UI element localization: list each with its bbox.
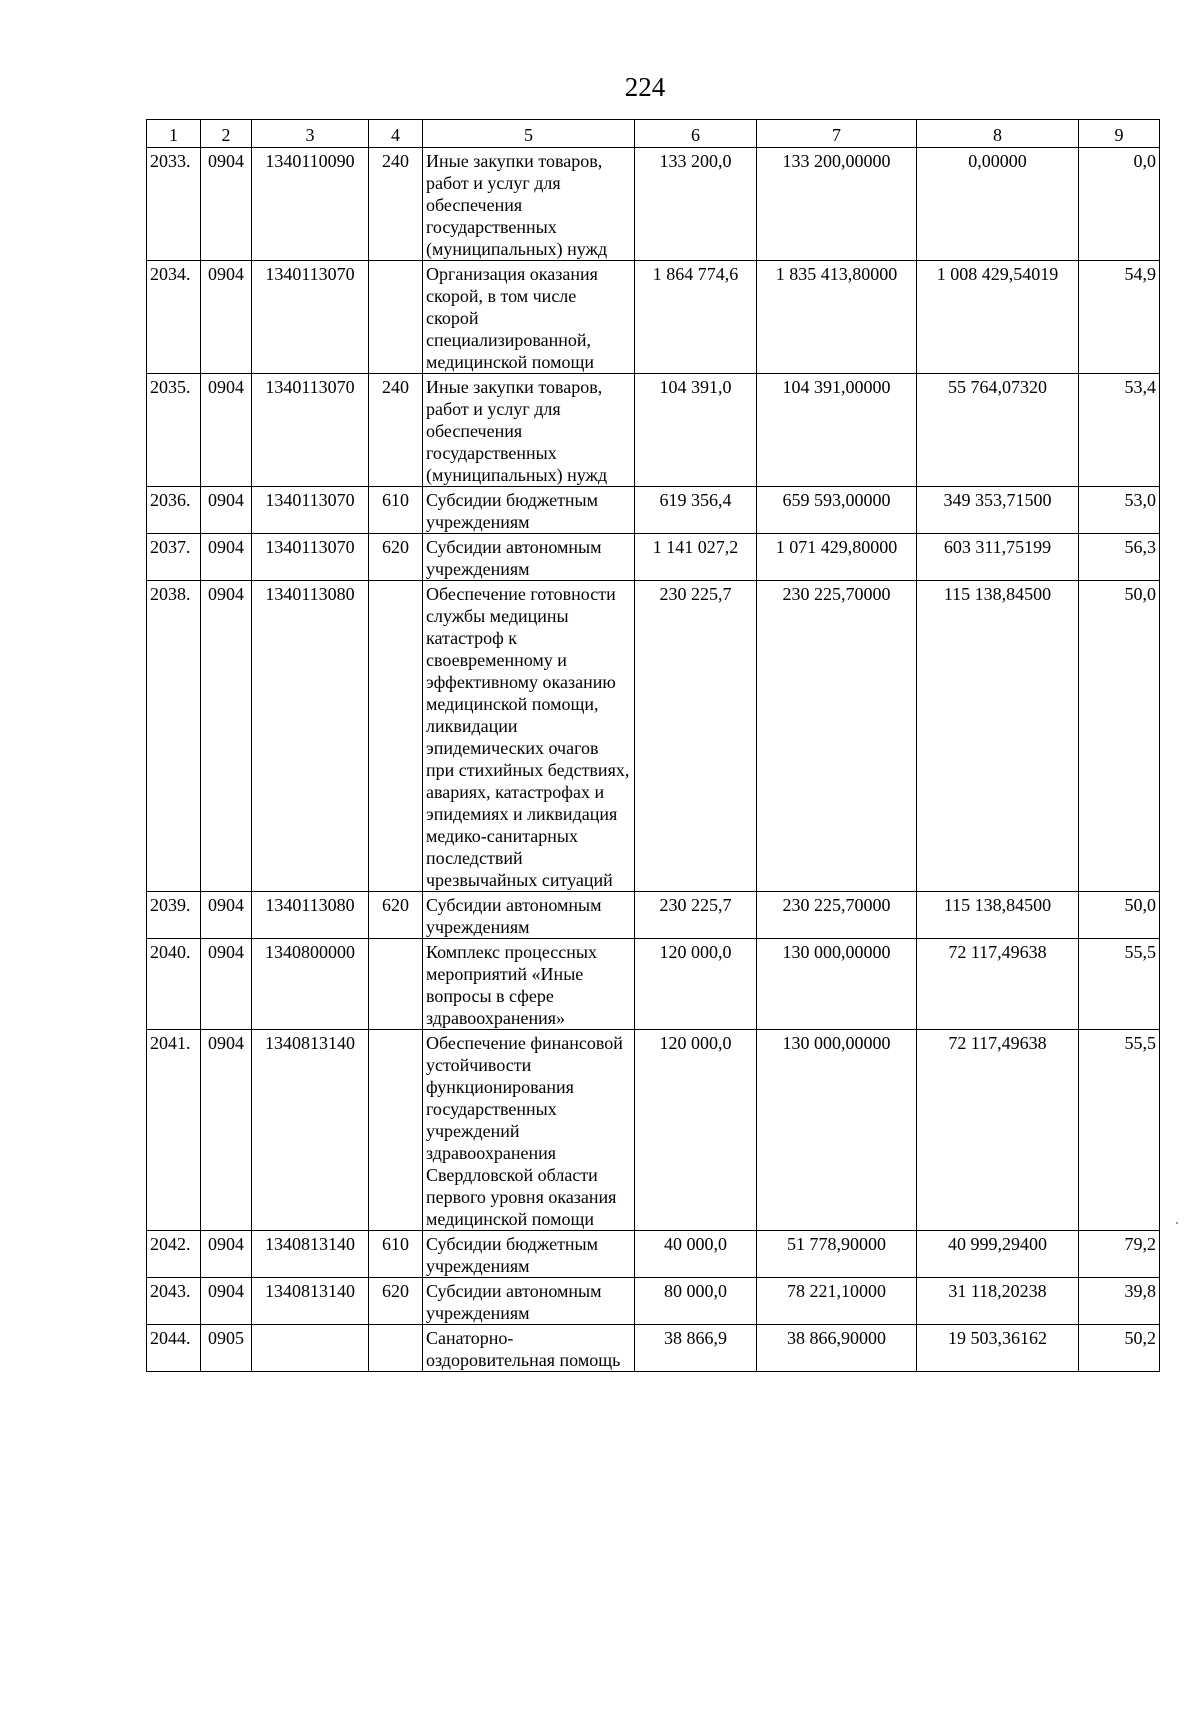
target-code-cell: 1340113080 (252, 892, 369, 939)
executed-amount-cell: 72 117,49638 (917, 1030, 1079, 1231)
table-row (147, 148, 1160, 261)
item-name-cell: Субсидии автономным учреждениям (423, 534, 635, 581)
planned-amount-cell: 1 141 027,2 (635, 534, 757, 581)
section-code-cell: 0904 (201, 148, 252, 261)
expense-type-cell: 620 (369, 892, 423, 939)
revised-amount-cell: 104 391,00000 (757, 374, 917, 487)
margin-dot (1176, 1222, 1178, 1224)
revised-amount-cell: 51 778,90000 (757, 1231, 917, 1278)
row-number-cell: 2037. (147, 534, 201, 581)
table-row (147, 892, 1160, 939)
revised-amount-cell: 230 225,70000 (757, 892, 917, 939)
item-name-cell: Субсидии автономным учреждениям (423, 892, 635, 939)
table-row (147, 939, 1160, 1030)
table-row (147, 374, 1160, 487)
section-code-cell: 0904 (201, 1278, 252, 1325)
planned-amount-cell: 230 225,7 (635, 892, 757, 939)
target-code-cell: 1340800000 (252, 939, 369, 1030)
row-number-cell: 2039. (147, 892, 201, 939)
item-name-cell: Санаторно-оздоровительная помощь (423, 1325, 635, 1372)
section-code-cell: 0904 (201, 487, 252, 534)
executed-amount-cell: 31 118,20238 (917, 1278, 1079, 1325)
planned-amount-cell: 133 200,0 (635, 148, 757, 261)
execution-percent-cell: 39,8 (1079, 1278, 1160, 1325)
planned-amount-cell: 80 000,0 (635, 1278, 757, 1325)
column-header-2: 2 (201, 120, 252, 148)
section-code-cell: 0904 (201, 939, 252, 1030)
execution-percent-cell: 50,0 (1079, 892, 1160, 939)
planned-amount-cell: 1 864 774,6 (635, 261, 757, 374)
header-row (147, 120, 1160, 148)
target-code-cell: 1340813140 (252, 1030, 369, 1231)
item-name-cell: Комплекс процессных мероприятий «Иные вопросы в сфере здравоохранения» (423, 939, 635, 1030)
item-name-cell: Субсидии автономным учреждениям (423, 1278, 635, 1325)
column-header-1: 1 (147, 120, 201, 148)
planned-amount-cell: 120 000,0 (635, 1030, 757, 1231)
table-row (147, 1231, 1160, 1278)
item-name-cell: Иные закупки товаров, работ и услуг для обеспечения государственных (муниципальных) нужд (423, 374, 635, 487)
budget-table (146, 119, 1160, 1372)
item-name-cell: Субсидии бюджетным учреждениям (423, 1231, 635, 1278)
revised-amount-cell: 659 593,00000 (757, 487, 917, 534)
item-name-cell: Иные закупки товаров, работ и услуг для обеспечения государственных (муниципальных) нужд (423, 148, 635, 261)
revised-amount-cell: 133 200,00000 (757, 148, 917, 261)
execution-percent-cell: 53,4 (1079, 374, 1160, 487)
expense-type-cell (369, 581, 423, 892)
row-number-cell: 2040. (147, 939, 201, 1030)
expense-type-cell (369, 1325, 423, 1372)
row-number-cell: 2035. (147, 374, 201, 487)
planned-amount-cell: 40 000,0 (635, 1231, 757, 1278)
page-number: 224 (624, 72, 666, 102)
revised-amount-cell: 230 225,70000 (757, 581, 917, 892)
table-row (147, 487, 1160, 534)
planned-amount-cell: 230 225,7 (635, 581, 757, 892)
column-header-8: 8 (917, 120, 1079, 148)
planned-amount-cell: 38 866,9 (635, 1325, 757, 1372)
section-code-cell: 0904 (201, 261, 252, 374)
execution-percent-cell: 56,3 (1079, 534, 1160, 581)
execution-percent-cell: 54,9 (1079, 261, 1160, 374)
execution-percent-cell: 55,5 (1079, 939, 1160, 1030)
column-header-4: 4 (369, 120, 423, 148)
target-code-cell: 1340813140 (252, 1231, 369, 1278)
row-number-cell: 2041. (147, 1030, 201, 1231)
execution-percent-cell: 55,5 (1079, 1030, 1160, 1231)
section-code-cell: 0904 (201, 581, 252, 892)
row-number-cell: 2043. (147, 1278, 201, 1325)
executed-amount-cell: 72 117,49638 (917, 939, 1079, 1030)
column-header-6: 6 (635, 120, 757, 148)
execution-percent-cell: 50,2 (1079, 1325, 1160, 1372)
target-code-cell: 1340113070 (252, 261, 369, 374)
column-header-5: 5 (423, 120, 635, 148)
row-number-cell: 2044. (147, 1325, 201, 1372)
section-code-cell: 0904 (201, 534, 252, 581)
table-row (147, 581, 1160, 892)
expense-type-cell (369, 1030, 423, 1231)
revised-amount-cell: 130 000,00000 (757, 939, 917, 1030)
planned-amount-cell: 104 391,0 (635, 374, 757, 487)
expense-type-cell: 240 (369, 374, 423, 487)
target-code-cell: 1340113070 (252, 487, 369, 534)
table-row (147, 1278, 1160, 1325)
expense-type-cell: 610 (369, 487, 423, 534)
planned-amount-cell: 619 356,4 (635, 487, 757, 534)
executed-amount-cell: 19 503,36162 (917, 1325, 1079, 1372)
section-code-cell: 0904 (201, 892, 252, 939)
target-code-cell: 1340113080 (252, 581, 369, 892)
table-body (147, 148, 1160, 1372)
executed-amount-cell: 0,00000 (917, 148, 1079, 261)
expense-type-cell (369, 939, 423, 1030)
executed-amount-cell: 40 999,29400 (917, 1231, 1079, 1278)
table-row (147, 261, 1160, 374)
expense-type-cell: 240 (369, 148, 423, 261)
section-code-cell: 0904 (201, 1030, 252, 1231)
executed-amount-cell: 115 138,84500 (917, 581, 1079, 892)
row-number-cell: 2033. (147, 148, 201, 261)
execution-percent-cell: 53,0 (1079, 487, 1160, 534)
revised-amount-cell: 1 071 429,80000 (757, 534, 917, 581)
executed-amount-cell: 603 311,75199 (917, 534, 1079, 581)
section-code-cell: 0905 (201, 1325, 252, 1372)
table-row (147, 534, 1160, 581)
column-header-9: 9 (1079, 120, 1160, 148)
table-row (147, 1325, 1160, 1372)
revised-amount-cell: 1 835 413,80000 (757, 261, 917, 374)
section-code-cell: 0904 (201, 1231, 252, 1278)
target-code-cell: 1340813140 (252, 1278, 369, 1325)
planned-amount-cell: 120 000,0 (635, 939, 757, 1030)
target-code-cell (252, 1325, 369, 1372)
row-number-cell: 2034. (147, 261, 201, 374)
item-name-cell: Субсидии бюджетным учреждениям (423, 487, 635, 534)
executed-amount-cell: 1 008 429,54019 (917, 261, 1079, 374)
column-header-3: 3 (252, 120, 369, 148)
revised-amount-cell: 78 221,10000 (757, 1278, 917, 1325)
item-name-cell: Организация оказания скорой, в том числе скорой специализированной, медицинской помощи (423, 261, 635, 374)
execution-percent-cell: 79,2 (1079, 1231, 1160, 1278)
expense-type-cell: 620 (369, 1278, 423, 1325)
item-name-cell: Обеспечение готовности службы медицины катастроф к своевременному и эффективному оказанию медицинской помощи, ликвидации эпидемических очагов при стихийных бедствиях, авариях, катастрофах и эпидемиях и ликвидация медико-санитарных последствий чрезвычайных ситуаций (423, 581, 635, 892)
item-name-cell: Обеспечение финансовой устойчивости функционирования государственных учреждений здравоохранения Свердловской области первого уровня оказания медицинской помощи (423, 1030, 635, 1231)
expense-type-cell: 610 (369, 1231, 423, 1278)
revised-amount-cell: 38 866,90000 (757, 1325, 917, 1372)
execution-percent-cell: 50,0 (1079, 581, 1160, 892)
revised-amount-cell: 130 000,00000 (757, 1030, 917, 1231)
column-header-7: 7 (757, 120, 917, 148)
row-number-cell: 2036. (147, 487, 201, 534)
executed-amount-cell: 115 138,84500 (917, 892, 1079, 939)
expense-type-cell (369, 261, 423, 374)
execution-percent-cell: 0,0 (1079, 148, 1160, 261)
executed-amount-cell: 349 353,71500 (917, 487, 1079, 534)
executed-amount-cell: 55 764,07320 (917, 374, 1079, 487)
row-number-cell: 2038. (147, 581, 201, 892)
table-row (147, 1030, 1160, 1231)
expense-type-cell: 620 (369, 534, 423, 581)
target-code-cell: 1340113070 (252, 534, 369, 581)
target-code-cell: 1340113070 (252, 374, 369, 487)
section-code-cell: 0904 (201, 374, 252, 487)
row-number-cell: 2042. (147, 1231, 201, 1278)
target-code-cell: 1340110090 (252, 148, 369, 261)
